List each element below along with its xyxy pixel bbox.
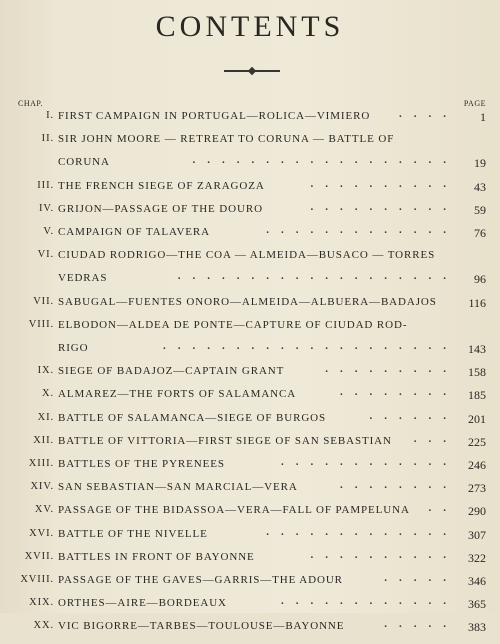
toc-entry[interactable] [0, 504, 500, 527]
leader-dots: .......... [310, 548, 458, 561]
chapter-number: XVIII. [20, 574, 54, 585]
leader-dots: ..... [384, 618, 458, 631]
page-number: 43 [474, 179, 486, 194]
chapter-title-line: FIRST CAMPAIGN IN PORTUGAL—ROLICA—VIMIERO [58, 110, 371, 122]
leader-dots: ............. [266, 224, 458, 236]
leader-dots: .................. [192, 154, 458, 167]
chapter-number: II. [41, 133, 54, 145]
leader-dots: ............. [266, 525, 458, 538]
page-number: 19 [474, 156, 486, 171]
leader-dots: ... [413, 432, 458, 445]
chap-column-label: CHAP. [18, 99, 43, 108]
chapter-title-line: VIC BIGORRE—TARBES—TOULOUSE—BAYONNE [58, 620, 345, 633]
page-number: 273 [468, 481, 486, 496]
toc-entry[interactable] [0, 133, 500, 179]
chapter-number: X. [41, 388, 54, 400]
leader-dots: ......... [325, 363, 458, 376]
leader-dots: .................... [163, 339, 458, 352]
chapter-number: V. [43, 226, 54, 237]
chapter-number: III. [37, 179, 54, 191]
toc-entry[interactable] [0, 548, 500, 574]
chapter-number: XI. [37, 411, 54, 423]
chapter-number: XVI. [29, 527, 54, 539]
chapter-number: I. [46, 110, 54, 121]
chapter-title-line: ELBODON—ALDEA DE PONTE—CAPTURE OF CIUDAD ROD- [58, 318, 408, 331]
toc-entry[interactable] [0, 574, 500, 597]
chapter-title-line: CAMPAIGN OF TALAVERA [58, 226, 210, 238]
leader-dots: .... [399, 108, 458, 120]
toc-entry[interactable] [0, 620, 500, 643]
leader-dots: ............ [281, 595, 458, 608]
chapter-number: XV. [34, 504, 54, 516]
chapter-title-line: BATTLE OF VITTORIA—FIRST SIEGE OF SAN SEBASTIAN [58, 434, 392, 447]
toc-entry[interactable] [0, 525, 500, 551]
page-number: 143 [468, 341, 486, 356]
chapter-title-line: SAN SEBASTIAN—SAN MARCIAL—VERA [58, 481, 298, 494]
page-number: 383 [468, 620, 486, 635]
toc-entry[interactable] [0, 110, 500, 133]
chapter-number: XX. [33, 620, 54, 632]
toc-entry[interactable] [0, 388, 500, 411]
toc-entry[interactable] [0, 409, 500, 435]
toc-entry[interactable] [0, 177, 500, 203]
chapter-title-line: BATTLE OF THE NIVELLE [58, 527, 208, 540]
chapter-number: XIII. [28, 458, 54, 469]
chapter-title-line: ORTHES—AIRE—BORDEAUX [58, 597, 227, 610]
leader-dots: ........ [340, 479, 458, 492]
leader-dots: .. [428, 502, 458, 515]
chapter-title-line: CORUNA [58, 156, 110, 169]
leader-dots: ...... [369, 409, 458, 422]
page-column-label: PAGE [463, 99, 486, 108]
chapter-number: XII. [33, 434, 54, 446]
chapter-title-line: SIR JOHN MOORE — RETREAT TO CORUNA — BATTLE OF [58, 133, 395, 146]
chapter-title-line: BATTLES OF THE PYRENEES [58, 458, 225, 470]
toc-entry[interactable] [0, 458, 500, 481]
chapter-title-line: VEDRAS [58, 272, 108, 285]
ornament-divider [224, 68, 280, 74]
toc-entry[interactable] [0, 226, 500, 249]
leader-dots: ................... [177, 270, 458, 283]
leader-dots: .......... [310, 200, 458, 213]
leader-dots: ........ [340, 386, 458, 399]
toc-entry[interactable] [0, 597, 500, 620]
page-number: 246 [468, 458, 486, 472]
page-title: CONTENTS [155, 10, 345, 43]
chapter-title-line: PASSAGE OF THE GAVES—GARRIS—THE ADOUR [58, 574, 343, 586]
toc-entry[interactable] [0, 432, 500, 458]
page-number: 225 [468, 434, 486, 449]
chapter-title-line: BATTLES IN FRONT OF BAYONNE [58, 550, 255, 563]
chapter-title-line: GRIJON—PASSAGE OF THE DOURO [58, 202, 263, 215]
chapter-number: XIX. [29, 597, 54, 609]
chapter-title-line: PASSAGE OF THE BIDASSOA—VERA—FALL OF PAMPELUNA [58, 504, 410, 517]
page-number: 307 [468, 527, 486, 542]
chapter-title-line: ALMAREZ—THE FORTS OF SALAMANCA [58, 388, 297, 401]
chapter-title-line: SIEGE OF BADAJOZ—CAPTAIN GRANT [58, 365, 285, 378]
page-number: 322 [468, 550, 486, 565]
page-number: 1 [480, 110, 486, 124]
chapter-number: XIV. [30, 481, 54, 493]
ornament-diamond [248, 67, 256, 75]
chapter-title-line: THE FRENCH SIEGE OF ZARAGOZA [58, 179, 265, 192]
leader-dots: .......... [310, 177, 458, 190]
page-number: 185 [468, 388, 486, 403]
toc-entry[interactable] [0, 200, 500, 226]
chapter-number: XVII. [24, 550, 54, 562]
toc-entry[interactable] [0, 319, 500, 365]
page-number: 290 [468, 504, 486, 519]
chapter-number: VIII. [28, 318, 54, 330]
page-number: 158 [468, 365, 486, 380]
chapter-number: VII. [33, 295, 54, 307]
chapter-title-line: RIGO [58, 341, 89, 354]
chapter-title-line: BATTLE OF SALAMANCA—SIEGE OF BURGOS [58, 411, 327, 424]
chapter-title-line: SABUGAL—FUENTES ONORO—ALMEIDA—ALBUERA—BADAJOS [58, 295, 437, 308]
chapter-title-line: CIUDAD RODRIGO—THE COA — ALMEIDA—BUSACO — TORRES [58, 249, 436, 262]
page-number: 59 [474, 202, 486, 217]
chapter-number: VI. [37, 249, 54, 261]
chapter-number: IX. [37, 365, 54, 377]
page-number: 346 [468, 574, 486, 588]
toc-entry[interactable] [0, 365, 500, 388]
toc-entry[interactable] [0, 249, 500, 295]
toc-entry[interactable] [0, 481, 500, 504]
page-number: 365 [468, 597, 486, 612]
toc-entry[interactable] [0, 296, 500, 319]
leader-dots: ............ [281, 456, 458, 468]
page-number: 76 [474, 226, 486, 240]
chapter-number: IV. [38, 202, 54, 214]
leader-dots: ..... [384, 572, 458, 584]
page-number: 201 [468, 411, 486, 426]
page-number: 96 [474, 272, 486, 287]
page-number: 116 [468, 295, 486, 310]
